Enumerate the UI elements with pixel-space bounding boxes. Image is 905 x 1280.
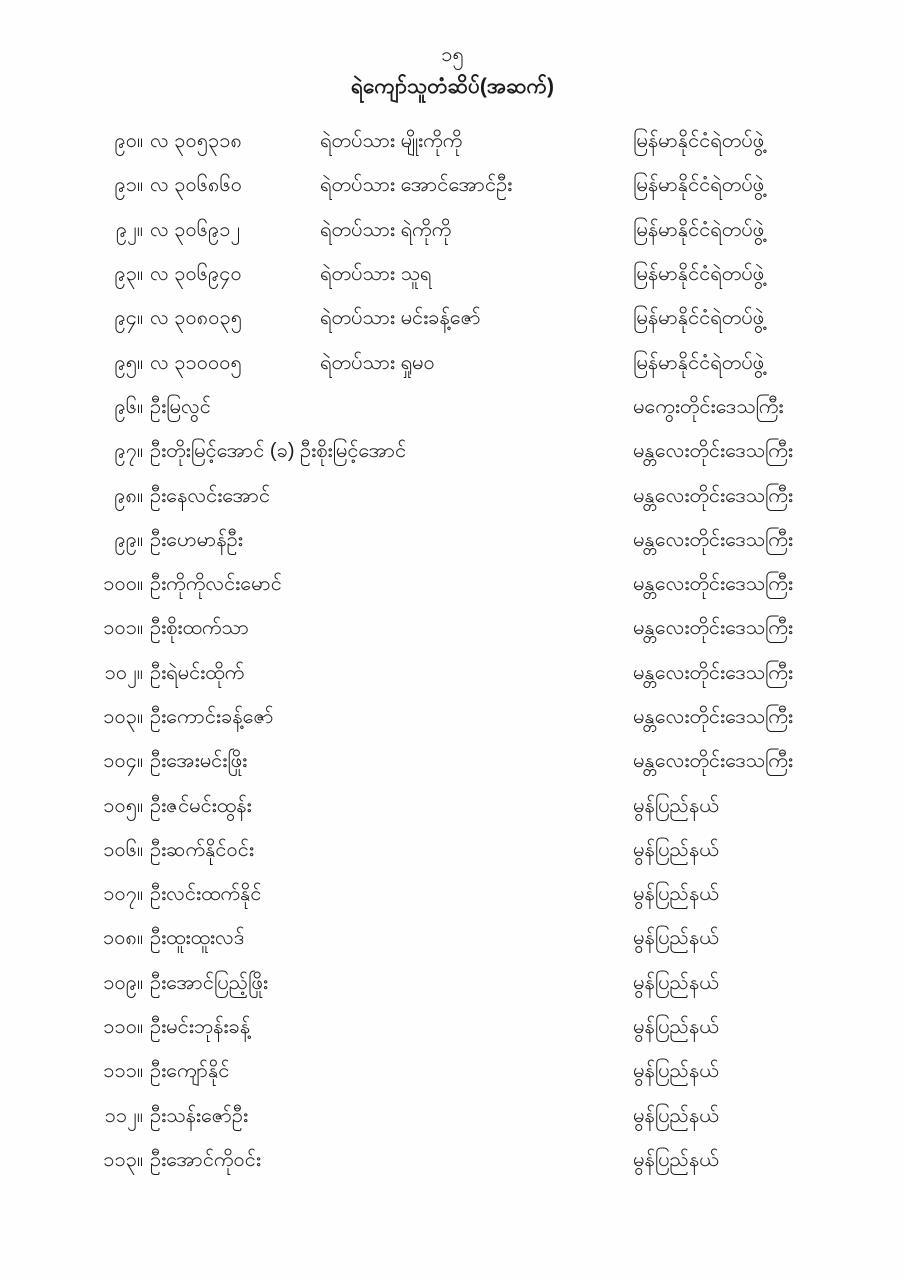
page-number: ၁၅	[441, 44, 464, 66]
page-title: ရဲကျော်သူတံဆိပ်(အဆက်)	[350, 75, 555, 98]
region-name: မွန်ပြည်နယ်	[633, 1148, 719, 1171]
table-row	[0, 962, 905, 1006]
person-name: မင်းခန့်ဇော်	[400, 307, 481, 330]
recipient-cell	[150, 570, 633, 600]
region-name: မွန်ပြည်နယ်	[633, 1060, 719, 1083]
recipient-cell	[150, 969, 633, 999]
table-row	[0, 120, 905, 164]
region-name: မန္တလေးတိုင်းဒေသကြီး	[633, 528, 793, 551]
recipient-cell	[150, 880, 633, 910]
recipient-cell	[150, 393, 633, 423]
person-name: ဦးအောင်ကိုဝင်း	[150, 1148, 261, 1171]
recipient-cell	[150, 1013, 633, 1043]
recipient-cell	[150, 1102, 633, 1132]
row-number: ၁၀၀။	[103, 573, 143, 596]
person-name: ဦးထူးထူးလဒ်	[150, 927, 245, 950]
recipient-cell	[320, 171, 633, 201]
person-name: ဦးစိုးထက်သာ	[150, 617, 249, 640]
table-row	[0, 386, 905, 430]
region-name: မွန်ပြည်နယ်	[633, 883, 719, 906]
recipient-cell	[320, 304, 633, 334]
recipient-cell	[150, 924, 633, 954]
region-name: မွန်ပြည်နယ်	[633, 1104, 719, 1127]
recipient-cell	[150, 659, 633, 689]
table-row	[0, 1006, 905, 1050]
region-name: မန္တလေးတိုင်းဒေသကြီး	[633, 661, 793, 684]
table-row	[0, 740, 905, 784]
table-row	[0, 209, 905, 253]
table-row	[0, 696, 905, 740]
row-number: ၉၉။	[114, 528, 143, 551]
table-row	[0, 1139, 905, 1183]
rank-label: ရဲတပ်သား	[320, 307, 401, 330]
person-name: ဦးဟေမာန်ဦး	[150, 528, 243, 551]
region-name: မန္တလေးတိုင်းဒေသကြီး	[633, 750, 793, 773]
recipient-cell	[150, 614, 633, 644]
region-name: မွန်ပြည်နယ်	[633, 838, 719, 861]
row-number: ၁၁၁။	[103, 1060, 143, 1083]
service-number: လ ၃၀၆၈၆၀	[150, 174, 242, 197]
person-name: ဦးလင်းထက်နိုင်	[150, 883, 262, 906]
rank-label: ရဲတပ်သား	[320, 174, 401, 197]
person-name: သူရ	[400, 263, 432, 286]
table-row	[0, 873, 905, 917]
region-name: မွန်ပြည်နယ်	[633, 971, 719, 994]
region-name: မန္တလေးတိုင်းဒေသကြီး	[633, 573, 793, 596]
row-number: ၉၀။	[114, 130, 143, 153]
person-name: ဦးတိုးမြင့်အောင် (ခ) ဦးစိုးမြင့်အောင်	[150, 440, 407, 463]
table-row	[0, 164, 905, 208]
rank-label: ရဲတပ်သား	[320, 130, 401, 153]
recipient-cell	[150, 1057, 633, 1087]
region-name: မြန်မာနိုင်ငံရဲတပ်ဖွဲ့	[633, 130, 765, 153]
row-number: ၉၆။	[114, 395, 143, 418]
recipient-cell	[320, 260, 633, 290]
row-number: ၉၁။	[114, 174, 143, 197]
row-number: ၁၀၁။	[103, 617, 143, 640]
region-name: မြန်မာနိုင်ငံရဲတပ်ဖွဲ့	[633, 263, 765, 286]
row-number: ၁၁၀။	[103, 1016, 143, 1039]
rank-label: ရဲတပ်သား	[320, 351, 401, 374]
person-name: ရှုမဝ	[400, 351, 435, 374]
region-name: မကွေးတိုင်းဒေသကြီး	[633, 395, 784, 418]
person-name: ဦးကိုကိုလင်းမောင်	[150, 573, 282, 596]
person-name: မျိုးကိုကို	[400, 130, 463, 153]
region-name: မန္တလေးတိုင်းဒေသကြီး	[633, 617, 793, 640]
service-number: လ ၃၀၆၉၄၀	[150, 263, 242, 286]
person-name: ဦးကောင်းခန့်ဇော်	[150, 706, 274, 728]
table-row	[0, 784, 905, 828]
person-name: ဦးသန်းဇော်ဦး	[150, 1104, 249, 1127]
region-name: မွန်ပြည်နယ်	[633, 1016, 719, 1039]
recipient-cell	[150, 703, 633, 733]
person-name: ရဲကိုကို	[400, 218, 452, 241]
table-row	[0, 917, 905, 961]
region-name: မန္တလေးတိုင်းဒေသကြီး	[633, 706, 793, 728]
service-number: လ ၃၀၈၀၃၅	[150, 307, 242, 330]
row-number: ၉၅။	[114, 351, 143, 374]
person-name: ဦးရဲမင်းထိုက်	[150, 661, 245, 684]
person-name: ဦးမင်းဘုန်းခန့်	[150, 1016, 251, 1039]
region-name: မြန်မာနိုင်ငံရဲတပ်ဖွဲ့	[633, 307, 765, 330]
row-number: ၁၀၃။	[103, 706, 143, 728]
service-number: လ ၃၀၆၉၁၂	[150, 218, 241, 241]
row-number: ၁၀၉။	[103, 971, 143, 994]
service-number: လ ၃၁၀၀၀၅	[150, 351, 242, 374]
recipient-cell	[150, 836, 633, 866]
row-number: ၁၀၄။	[103, 750, 143, 773]
table-row	[0, 652, 905, 696]
row-number: ၁၀၇။	[103, 883, 143, 906]
recipient-cell	[150, 437, 633, 467]
table-row	[0, 253, 905, 297]
person-name: ဦးအေးမင်းဖြိုး	[150, 750, 248, 773]
rank-label: ရဲတပ်သား	[320, 263, 401, 286]
row-number: ၉၄။	[114, 307, 143, 330]
row-number: ၁၀၂။	[104, 661, 143, 684]
region-name: မြန်မာနိုင်ငံရဲတပ်ဖွဲ့	[633, 174, 765, 197]
row-number: ၁၀၅။	[103, 794, 143, 817]
recipient-cell	[320, 216, 633, 246]
table-row	[0, 563, 905, 607]
region-name: မြန်မာနိုင်ငံရဲတပ်ဖွဲ့	[633, 351, 765, 374]
row-number: ၉၇။	[114, 440, 143, 463]
row-number: ၁၀၆။	[103, 838, 143, 861]
region-name: မြန်မာနိုင်ငံရဲတပ်ဖွဲ့	[633, 218, 765, 241]
recipient-cell	[150, 482, 633, 512]
person-name: ဦးကျော်နိုင်	[150, 1060, 230, 1083]
table-row	[0, 519, 905, 563]
person-name: အောင်အောင်ဦး	[400, 174, 513, 197]
table-row	[0, 341, 905, 385]
region-name: မန္တလေးတိုင်းဒေသကြီး	[633, 440, 793, 463]
recipient-cell	[320, 127, 633, 157]
rank-label: ရဲတပ်သား	[320, 218, 401, 241]
row-number: ၉၂။	[115, 218, 143, 241]
region-name: မွန်ပြည်နယ်	[633, 794, 719, 817]
table-row	[0, 607, 905, 651]
region-name: မွန်ပြည်နယ်	[633, 927, 719, 950]
person-name: ဦးအောင်ပြည့်ဖြိုး	[150, 971, 268, 994]
recipient-cell	[150, 747, 633, 777]
region-name: မန္တလေးတိုင်းဒေသကြီး	[633, 484, 793, 507]
table-row	[0, 474, 905, 518]
service-number: လ ၃၀၅၃၁၈	[150, 130, 242, 153]
table-row	[0, 829, 905, 873]
row-number: ၁၀၈။	[103, 927, 143, 950]
table-row	[0, 430, 905, 474]
recipient-cell	[150, 526, 633, 556]
row-number: ၁၁၂။	[104, 1104, 143, 1127]
person-name: ဦးနေလင်းအောင်	[150, 484, 271, 507]
person-name: ဦးမြလွင်	[150, 395, 211, 418]
recipient-cell	[150, 792, 633, 822]
table-row	[0, 297, 905, 341]
recipient-cell	[150, 1146, 633, 1176]
row-number: ၁၁၃။	[103, 1148, 143, 1171]
table-row	[0, 1095, 905, 1139]
medal-recipient-list	[0, 120, 905, 1183]
row-number: ၉၈။	[114, 484, 143, 507]
person-name: ဦးဇင်မင်းထွန်း	[150, 794, 252, 817]
table-row	[0, 1050, 905, 1094]
person-name: ဦးဆက်နိုင်ဝင်း	[150, 838, 254, 861]
row-number: ၉၃။	[114, 263, 143, 286]
recipient-cell	[320, 349, 633, 379]
